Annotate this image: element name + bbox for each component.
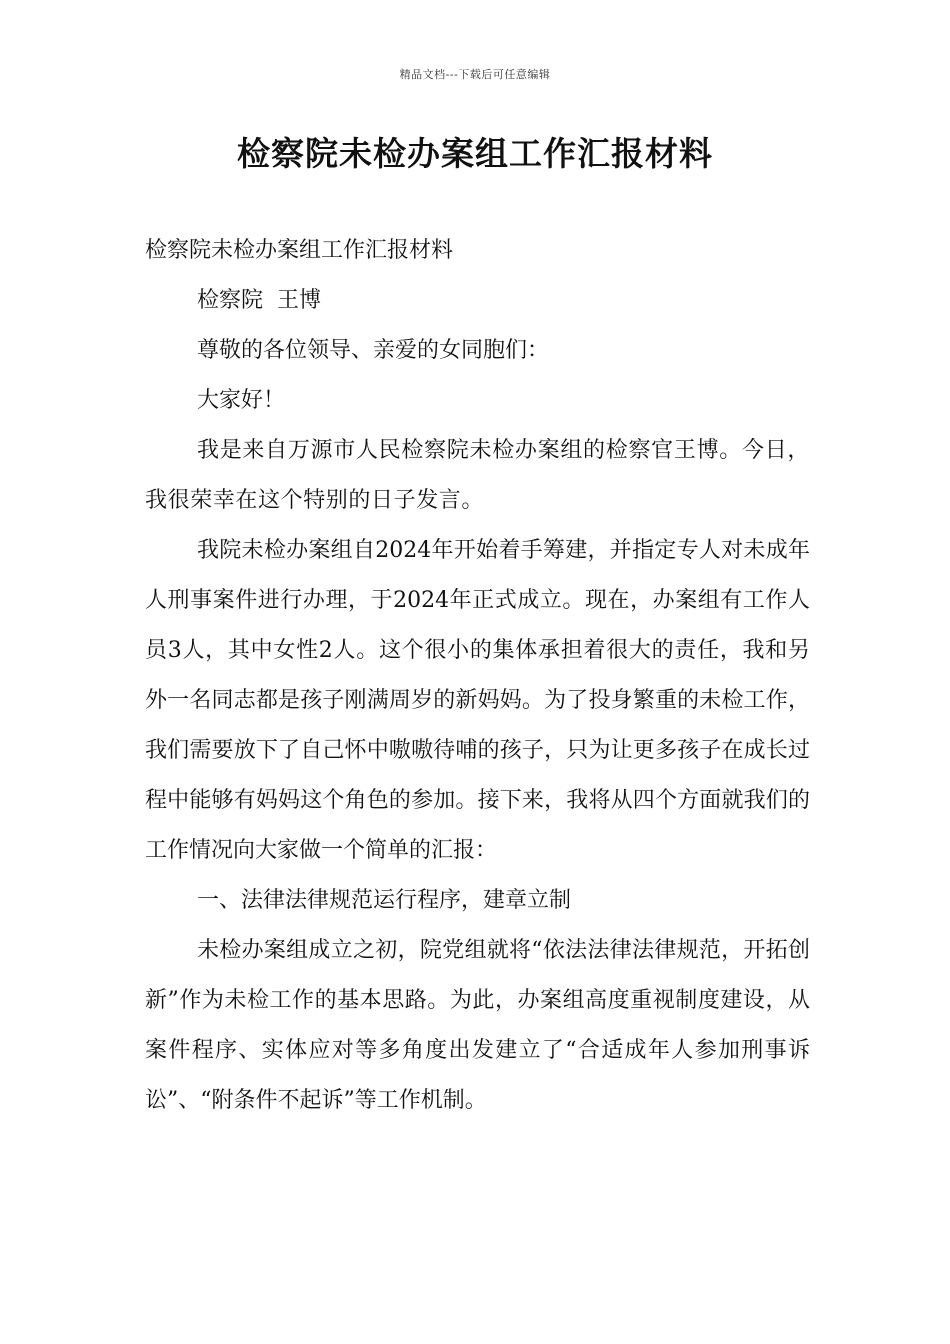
section-paragraph: 未检办案组成立之初，院党组就将“依法法律法律规范，开拓创新”作为未检工作的基本思路。为此，办案组高度重视制度建设，从案件程序、实体应对等多角度出发建立了“合适成年人参加刑事诉讼”、“附条件不起诉”等工作机制。	[145, 938, 810, 1113]
greeting: 大家好！	[197, 388, 286, 413]
header-note: 精品文档---下载后可任意编辑	[399, 68, 551, 81]
author-line	[145, 276, 810, 326]
document-subtitle: 检察院未检办案组工作汇报材料	[145, 238, 454, 263]
section-heading: 一、法律法律规范运行程序，建章立制	[197, 888, 572, 913]
document-title: 检察院未检办案组工作汇报材料	[237, 134, 713, 173]
document-body	[145, 226, 810, 1126]
paragraph-team: 我院未检办案组自2024年开始着手筹建，并指定专人对未成年人刑事案件进行办理，于2024年正式成立。现在，办案组有工作人员3人，其中女性2人。这个很小的集体承担着很大的责任，我和另外一名同志都是孩子刚满周岁的新妈妈。为了投身繁重的未检工作，我们需要放下了自己怀中嗷嗷待哺的孩子，只为让更多孩子在成长过程中能够有妈妈这个角色的参加。接下来，我将从四个方面就我们的工作情况向大家做一个简单的汇报：	[145, 538, 810, 863]
author-text: 检察院 王博	[197, 288, 321, 313]
salutation: 尊敬的各位领导、亲爱的女同胞们：	[197, 338, 550, 363]
paragraph-intro: 我是来自万源市人民检察院未检办案组的检察官王博。今日，我很荣幸在这个特别的日子发言。	[145, 438, 810, 513]
